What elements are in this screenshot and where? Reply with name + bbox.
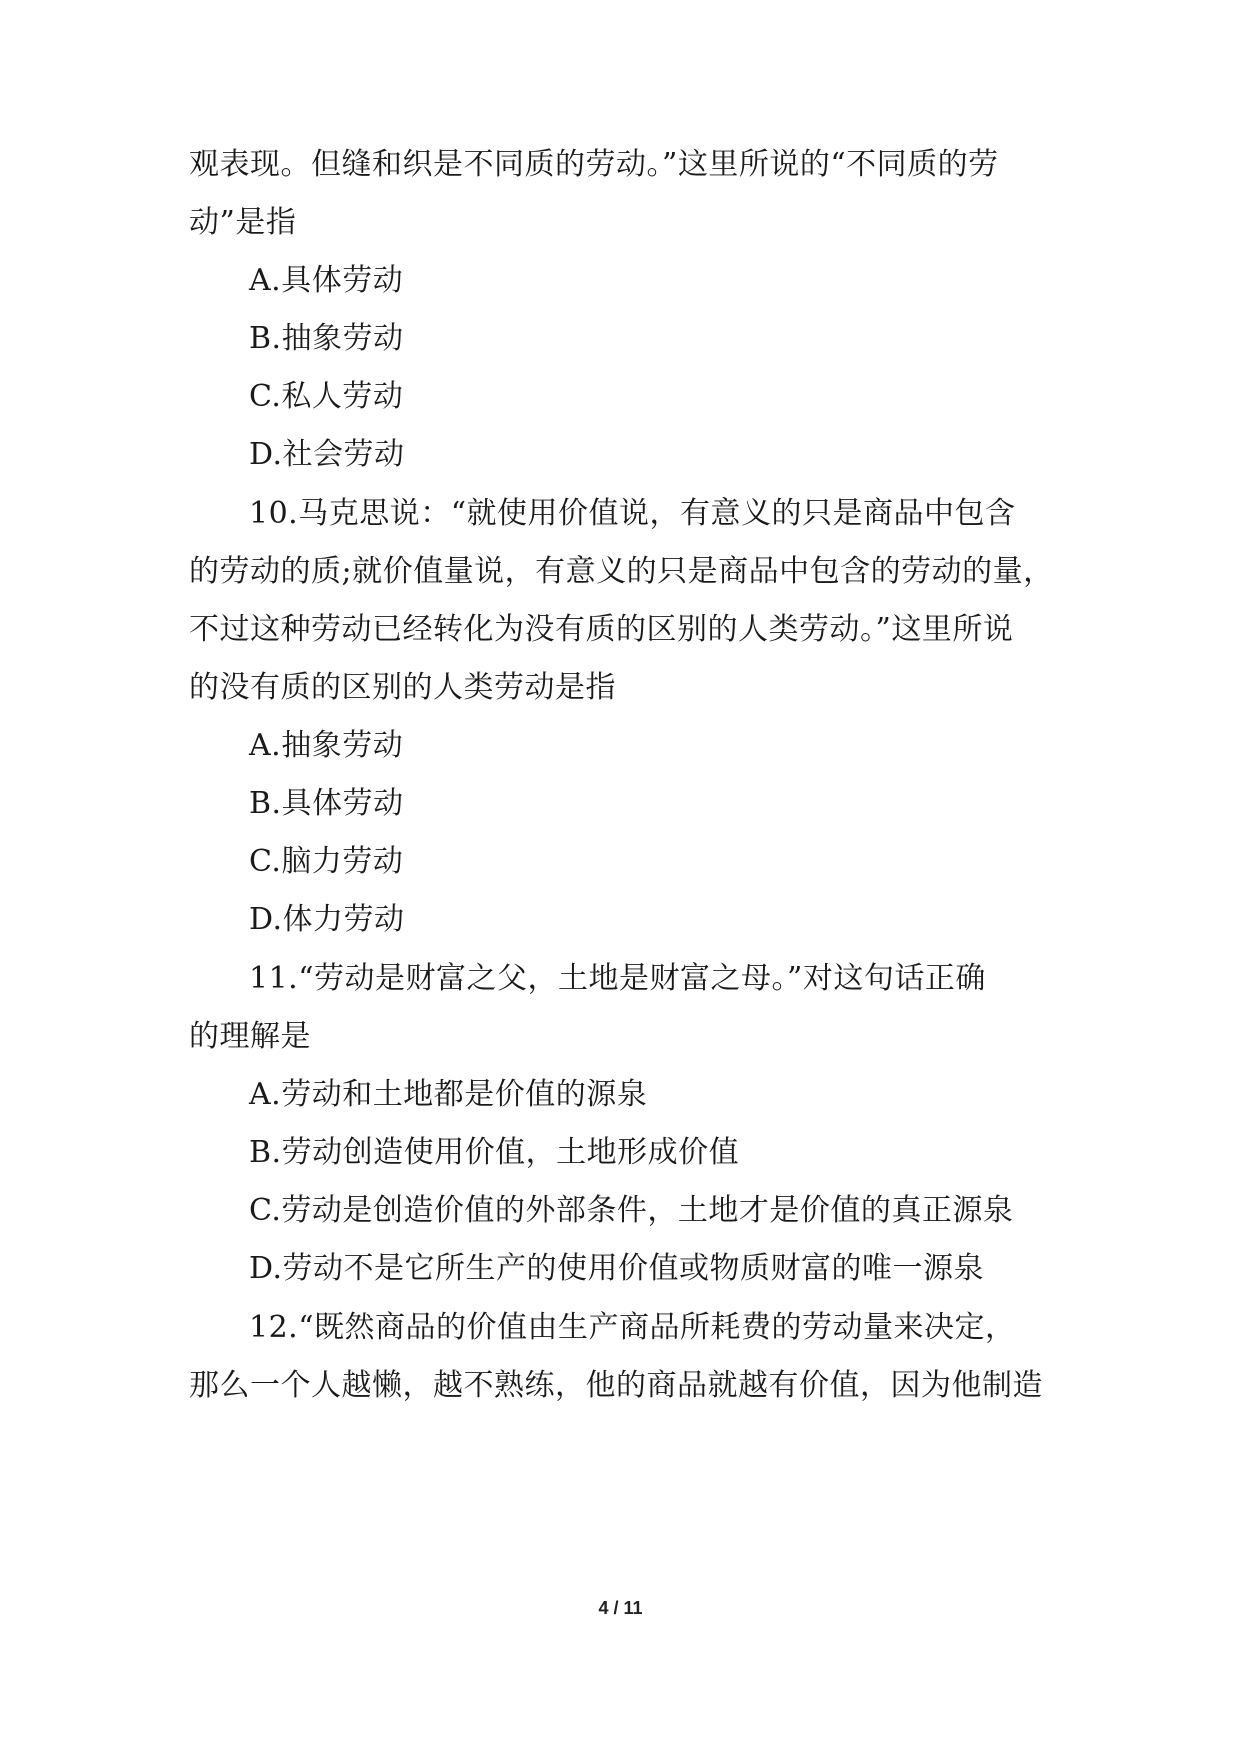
question-10-option-a: A.抽象劳动 <box>249 728 404 763</box>
question-10-option-b: B.具体劳动 <box>249 786 404 821</box>
question-12-stem-line: 那么一个人越懒，越不熟练，他的商品就越有价值，因为他制造 <box>189 1368 1043 1403</box>
question-10-stem-line: 的劳动的质;就价值量说，有意义的只是商品中包含的劳动的量， <box>189 554 1054 589</box>
question-11-option-d: D.劳动不是它所生产的使用价值或物质财富的唯一源泉 <box>249 1251 985 1286</box>
question-10-stem-line: 不过这种劳动已经转化为没有质的区别的人类劳动。”这里所说 <box>189 612 1014 647</box>
question-9-stem-line: 观表现。但缝和织是不同质的劳动。”这里所说的“不同质的劳 <box>189 147 999 182</box>
question-10-option-d: D.体力劳动 <box>249 902 405 937</box>
question-9-option-a: A.具体劳动 <box>249 263 404 298</box>
question-10-stem-line: 10.马克思说：“就使用价值说，有意义的只是商品中包含 <box>249 496 1016 531</box>
question-11-option-c: C.劳动是创造价值的外部条件，土地才是价值的真正源泉 <box>249 1193 1014 1228</box>
question-9-option-b: B.抽象劳动 <box>249 321 404 356</box>
question-10-stem-line: 的没有质的区别的人类劳动是指 <box>189 670 616 705</box>
question-10-option-c: C.脑力劳动 <box>249 844 404 879</box>
question-11-stem-line: 的理解是 <box>189 1019 311 1054</box>
question-11-option-b: B.劳动创造使用价值，土地形成价值 <box>249 1135 740 1170</box>
question-9-stem-line: 动”是指 <box>189 205 297 240</box>
question-9-option-c: C.私人劳动 <box>249 379 404 414</box>
question-11-option-a: A.劳动和土地都是价值的源泉 <box>249 1077 648 1112</box>
question-9-option-d: D.社会劳动 <box>249 437 405 472</box>
question-11-stem-line: 11.“劳动是财富之父，土地是财富之母。”对这句话正确 <box>249 961 986 996</box>
page-number: 4 / 11 <box>598 1598 643 1618</box>
question-12-stem-line: 12.“既然商品的价值由生产商品所耗费的劳动量来决定， <box>249 1310 1016 1345</box>
